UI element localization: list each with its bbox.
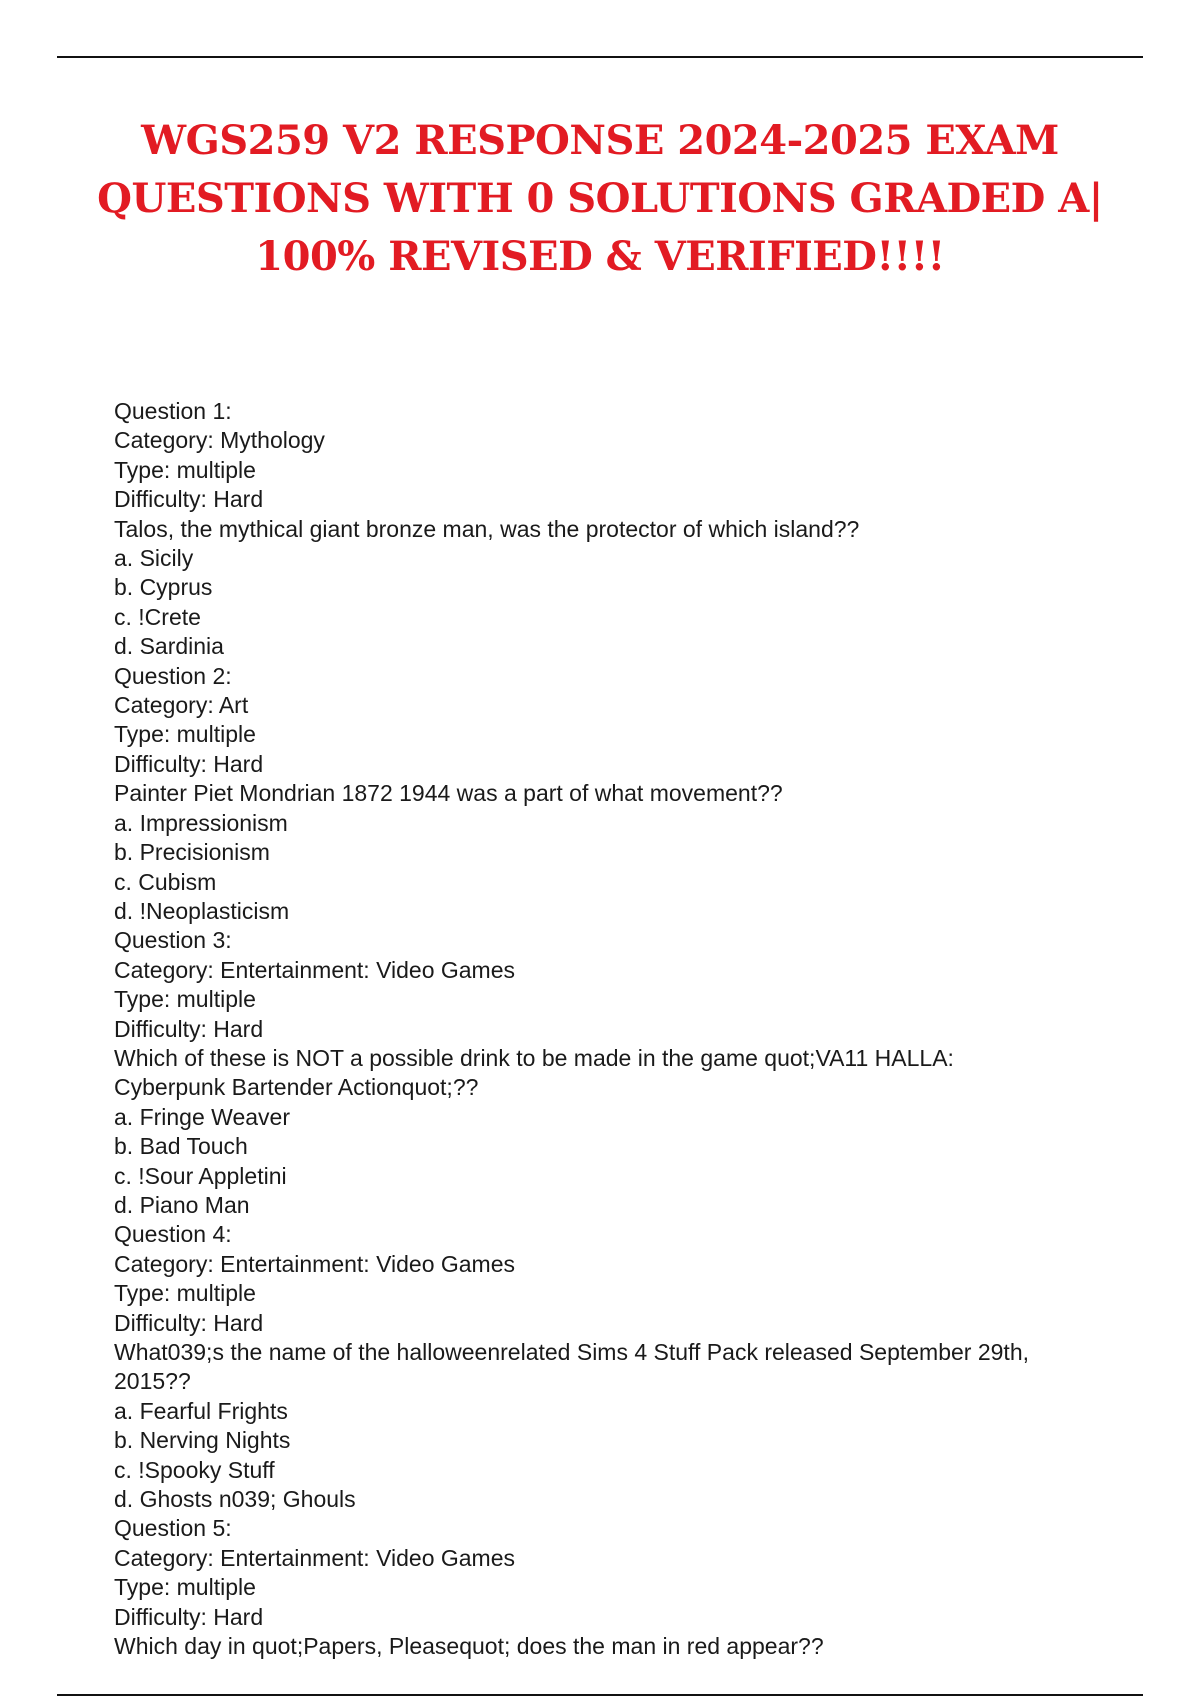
text-line: Type: multiple: [114, 456, 256, 483]
text-line: What039;s the name of the halloweenrelated Sims 4 Stuff Pack released September 29th,: [114, 1339, 1030, 1365]
text-line: a. Impressionism: [114, 809, 288, 836]
title-line-1: WGS259 V2 RESPONSE 2024-2025 EXAM: [141, 117, 1059, 164]
text-line: Type: multiple: [114, 721, 256, 748]
text-line: b. Precisionism: [114, 839, 270, 866]
text-line: Question 1:: [114, 398, 232, 424]
text-line: Question 2:: [114, 662, 232, 689]
text-line: Difficulty: Hard: [114, 486, 264, 513]
text-line: d. Piano Man: [114, 1191, 250, 1218]
text-line: Difficulty: Hard: [114, 750, 264, 777]
document-title: [60, 112, 1140, 286]
text-line: d. Ghosts n039; Ghouls: [114, 1486, 356, 1513]
title-line-2: QUESTIONS WITH 0 SOLUTIONS GRADED A|: [97, 175, 1103, 222]
text-line: Talos, the mythical giant bronze man, was the protector of which island??: [114, 515, 860, 542]
text-line: Question 4:: [114, 1221, 232, 1248]
text-line: c. !Crete: [114, 603, 201, 630]
text-line: c. !Sour Appletini: [114, 1162, 287, 1189]
text-line: Type: multiple: [114, 1574, 256, 1601]
text-line: b. Bad Touch: [114, 1133, 248, 1160]
text-line: Difficulty: Hard: [114, 1603, 264, 1630]
text-line: Category: Entertainment: Video Games: [114, 1250, 516, 1277]
text-line: a. Fringe Weaver: [114, 1103, 290, 1130]
text-line: d. !Neoplasticism: [114, 897, 290, 924]
text-line: a. Fearful Frights: [114, 1397, 288, 1424]
text-line: Question 5:: [114, 1515, 232, 1542]
text-line: Difficulty: Hard: [114, 1309, 264, 1336]
text-line: Which day in quot;Papers, Pleasequot; does the man in red appear??: [114, 1633, 824, 1660]
text-line: 2015??: [114, 1368, 191, 1395]
text-line: Category: Entertainment: Video Games: [114, 956, 516, 983]
text-line: Difficulty: Hard: [114, 1015, 264, 1042]
text-line: Category: Mythology: [114, 427, 325, 454]
text-line: Which of these is NOT a possible drink to be made in the game quot;VA11 HALLA:: [114, 1044, 954, 1071]
text-line: b. Cyprus: [114, 574, 213, 601]
text-line: Type: multiple: [114, 986, 256, 1013]
document-body: [114, 397, 1074, 1661]
bottom-rule: [57, 1694, 1143, 1696]
text-line: c. !Spooky Stuff: [114, 1456, 275, 1483]
text-line: a. Sicily: [114, 545, 194, 572]
text-line: d. Sardinia: [114, 633, 224, 660]
text-line: Painter Piet Mondrian 1872 1944 was a part of what movement??: [114, 780, 783, 807]
text-line: Category: Entertainment: Video Games: [114, 1544, 516, 1571]
title-line-3: 100% REVISED & VERIFIED!!!!: [255, 233, 945, 280]
text-line: Cyberpunk Bartender Actionquot;??: [114, 1074, 479, 1101]
text-line: Type: multiple: [114, 1280, 256, 1307]
text-line: Question 3:: [114, 927, 232, 954]
text-line: c. Cubism: [114, 868, 217, 895]
top-rule: [57, 56, 1143, 58]
text-line: b. Nerving Nights: [114, 1427, 291, 1454]
text-line: Category: Art: [114, 692, 249, 719]
